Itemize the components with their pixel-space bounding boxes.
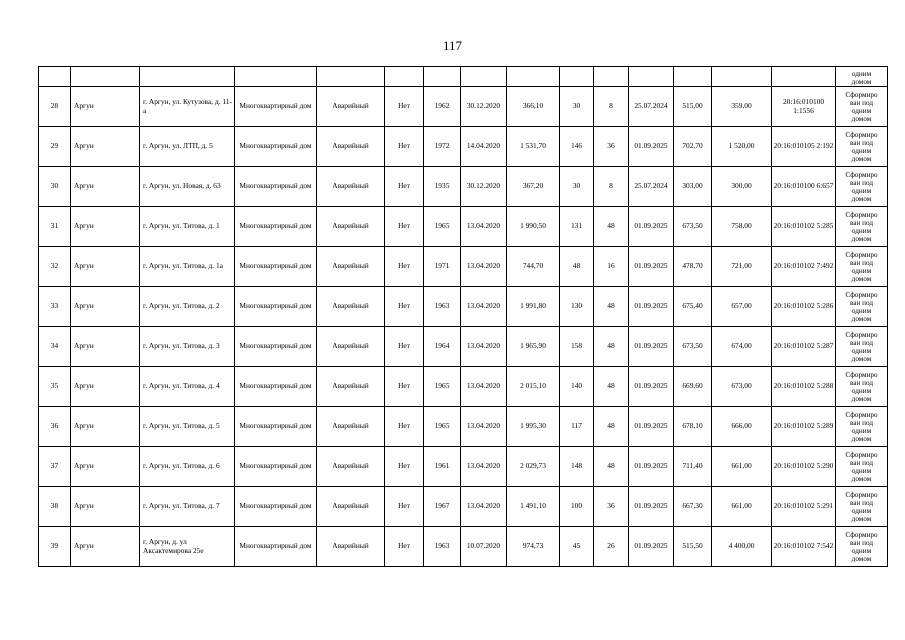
- status-line: ван под: [849, 538, 874, 547]
- resettlement-date-cell: 01.09.2025: [629, 207, 674, 247]
- table-row: [39, 287, 888, 327]
- status-line: домом: [851, 154, 872, 163]
- status-line: одним: [851, 226, 872, 235]
- residents-cell: 117: [560, 407, 594, 447]
- living-area-cell: 669,60: [674, 367, 712, 407]
- status-cell: [836, 367, 888, 407]
- total-area-cell: 1 990,50: [507, 207, 560, 247]
- resettled-area-cell: 300,00: [712, 167, 772, 207]
- condition-cell: Аварийный: [317, 367, 385, 407]
- address-cell: г. Аргун, ул. Титова, д. 4: [140, 367, 235, 407]
- status-line: одним: [851, 146, 872, 155]
- status-line: домом: [851, 314, 872, 323]
- resettled-area-cell: 673,00: [712, 367, 772, 407]
- house-type-cell: Многоквартирный дом: [235, 287, 317, 327]
- table-row: [39, 447, 888, 487]
- status-line: Сформиро: [845, 250, 878, 259]
- year-built-cell: 1961: [424, 447, 461, 487]
- status-line: ван под: [849, 338, 874, 347]
- house-type-cell: Многоквартирный дом: [235, 407, 317, 447]
- status-line: ван под: [849, 418, 874, 427]
- municipality-cell: Аргун: [71, 247, 140, 287]
- table-row: [39, 527, 888, 567]
- address-cell: г. Аргун, ул. Кутузова, д. 11-а: [140, 87, 235, 127]
- status-line: Сформиро: [845, 530, 878, 539]
- flag-cell: Нет: [385, 247, 424, 287]
- status-cell: [836, 127, 888, 167]
- year-built-cell: 1971: [424, 247, 461, 287]
- condition-cell: Аварийный: [317, 287, 385, 327]
- address-cell: г. Аргун, ул. Титова, д. 6: [140, 447, 235, 487]
- status-line: домом: [851, 274, 872, 283]
- resettled-area-cell: 661,00: [712, 487, 772, 527]
- year-built-cell: 1962: [424, 87, 461, 127]
- cadastral-number-cell: 20:16:010100 1:1556: [772, 87, 836, 127]
- row-number-cell: 35: [39, 367, 71, 407]
- status-line: домом: [851, 434, 872, 443]
- condition-cell: Аварийный: [317, 247, 385, 287]
- table-row: [39, 487, 888, 527]
- municipality-cell: Аргун: [71, 407, 140, 447]
- residents-cell: 48: [560, 247, 594, 287]
- apartments-cell: 48: [594, 287, 629, 327]
- municipality-cell: Аргун: [71, 527, 140, 567]
- resettlement-date-cell: 01.09.2025: [629, 407, 674, 447]
- recognition-date-cell: 13.04.2020: [461, 407, 507, 447]
- resettled-area-cell: 758,00: [712, 207, 772, 247]
- status-line: домом: [851, 554, 872, 563]
- status-line: одним: [851, 266, 872, 275]
- house-type-cell: Многоквартирный дом: [235, 127, 317, 167]
- recognition-date-cell: 13.04.2020: [461, 247, 507, 287]
- address-cell: г. Аргун, ул. Титова, д. 1: [140, 207, 235, 247]
- table-row: [39, 407, 888, 447]
- status-line: Сформиро: [845, 330, 878, 339]
- living-area-cell: 711,40: [674, 447, 712, 487]
- cadastral-number-cell: 20:16:010102 5:285: [772, 207, 836, 247]
- resettled-area-cell: 4 400,00: [712, 527, 772, 567]
- resettled-area-cell: 661,00: [712, 447, 772, 487]
- condition-cell: Аварийный: [317, 127, 385, 167]
- address-cell: г. Аргун, ул. Новая, д. 63: [140, 167, 235, 207]
- status-line: одним: [851, 306, 872, 315]
- house-type-cell: Многоквартирный дом: [235, 487, 317, 527]
- table-row: [39, 207, 888, 247]
- status-tail-line-1: одним: [851, 70, 872, 78]
- address-cell: г. Аргун, ул. Титова, д. 5: [140, 407, 235, 447]
- status-line: одним: [851, 186, 872, 195]
- resettlement-date-cell: 01.09.2025: [629, 327, 674, 367]
- total-area-cell: 744,70: [507, 247, 560, 287]
- recognition-date-cell: 13.04.2020: [461, 447, 507, 487]
- table-row: [39, 167, 888, 207]
- living-area-cell: 478,70: [674, 247, 712, 287]
- apartments-cell: 8: [594, 167, 629, 207]
- year-built-cell: 1935: [424, 167, 461, 207]
- total-area-cell: 2 029,73: [507, 447, 560, 487]
- recognition-date-cell: 13.04.2020: [461, 287, 507, 327]
- status-line: ван под: [849, 458, 874, 467]
- status-line: ван под: [849, 138, 874, 147]
- status-line: домом: [851, 234, 872, 243]
- status-line: ван под: [849, 258, 874, 267]
- status-line: одним: [851, 506, 872, 515]
- resettlement-date-cell: 25.07.2024: [629, 87, 674, 127]
- address-cell: г. Аргун, ул. ЛТП, д. 5: [140, 127, 235, 167]
- status-cell: [836, 407, 888, 447]
- apartments-cell: 16: [594, 247, 629, 287]
- row-number-cell: 31: [39, 207, 71, 247]
- status-line: домом: [851, 514, 872, 523]
- municipality-cell: Аргун: [71, 167, 140, 207]
- house-type-cell: Многоквартирный дом: [235, 247, 317, 287]
- resettled-area-cell: 674,00: [712, 327, 772, 367]
- total-area-cell: 1 991,80: [507, 287, 560, 327]
- year-built-cell: 1963: [424, 287, 461, 327]
- status-cell: [836, 447, 888, 487]
- house-type-cell: Многоквартирный дом: [235, 207, 317, 247]
- apartments-cell: 48: [594, 407, 629, 447]
- cadastral-number-cell: 20:16:010102 5:288: [772, 367, 836, 407]
- cadastral-number-cell: 20:16:010102 7:492: [772, 247, 836, 287]
- resettlement-date-cell: 01.09.2025: [629, 247, 674, 287]
- address-cell: г. Аргун, д. ул Аксактемирова 25е: [140, 527, 235, 567]
- status-line: ван под: [849, 498, 874, 507]
- flag-cell: Нет: [385, 367, 424, 407]
- continued-row: [39, 67, 888, 87]
- residents-cell: 148: [560, 447, 594, 487]
- living-area-cell: 673,50: [674, 207, 712, 247]
- cadastral-number-cell: 20:16:010100 6:657: [772, 167, 836, 207]
- status-line: домом: [851, 474, 872, 483]
- cadastral-number-cell: 20:16:010102 5:290: [772, 447, 836, 487]
- status-line: Сформиро: [845, 490, 878, 499]
- housing-registry-table: [38, 66, 888, 567]
- status-line: одним: [851, 426, 872, 435]
- house-type-cell: Многоквартирный дом: [235, 367, 317, 407]
- status-line: Сформиро: [845, 290, 878, 299]
- row-number-cell: 38: [39, 487, 71, 527]
- status-line: Сформиро: [845, 130, 878, 139]
- resettled-area-cell: 657,00: [712, 287, 772, 327]
- row-number-cell: 34: [39, 327, 71, 367]
- status-line: ван под: [849, 98, 874, 107]
- resettlement-date-cell: 01.09.2025: [629, 367, 674, 407]
- living-area-cell: 673,50: [674, 327, 712, 367]
- status-line: домом: [851, 114, 872, 123]
- residents-cell: 140: [560, 367, 594, 407]
- table-row: [39, 127, 888, 167]
- condition-cell: Аварийный: [317, 407, 385, 447]
- municipality-cell: Аргун: [71, 287, 140, 327]
- residents-cell: 45: [560, 527, 594, 567]
- row-number-cell: 33: [39, 287, 71, 327]
- living-area-cell: 515,50: [674, 527, 712, 567]
- flag-cell: Нет: [385, 87, 424, 127]
- apartments-cell: 36: [594, 487, 629, 527]
- status-line: Сформиро: [845, 450, 878, 459]
- municipality-cell: Аргун: [71, 487, 140, 527]
- status-line: Сформиро: [845, 170, 878, 179]
- residents-cell: 131: [560, 207, 594, 247]
- total-area-cell: 974,73: [507, 527, 560, 567]
- total-area-cell: 1 531,70: [507, 127, 560, 167]
- status-line: домом: [851, 354, 872, 363]
- resettled-area-cell: 359,00: [712, 87, 772, 127]
- flag-cell: Нет: [385, 327, 424, 367]
- status-line: одним: [851, 346, 872, 355]
- living-area-cell: 702,70: [674, 127, 712, 167]
- residents-cell: 130: [560, 287, 594, 327]
- residents-cell: 158: [560, 327, 594, 367]
- address-cell: г. Аргун, ул. Титова, д. 2: [140, 287, 235, 327]
- row-number-cell: 39: [39, 527, 71, 567]
- resettled-area-cell: 666,00: [712, 407, 772, 447]
- year-built-cell: 1965: [424, 207, 461, 247]
- table-row: [39, 87, 888, 127]
- recognition-date-cell: 10.07.2020: [461, 527, 507, 567]
- table-row: [39, 247, 888, 287]
- table-row: [39, 367, 888, 407]
- house-type-cell: Многоквартирный дом: [235, 327, 317, 367]
- row-number-cell: 28: [39, 87, 71, 127]
- municipality-cell: Аргун: [71, 87, 140, 127]
- cadastral-number-cell: 20:16:010105 2:192: [772, 127, 836, 167]
- row-number-cell: 30: [39, 167, 71, 207]
- row-number-cell: 29: [39, 127, 71, 167]
- year-built-cell: 1972: [424, 127, 461, 167]
- apartments-cell: 8: [594, 87, 629, 127]
- address-cell: г. Аргун, ул. Титова, д. 1а: [140, 247, 235, 287]
- status-line: Сформиро: [845, 210, 878, 219]
- total-area-cell: 2 015,10: [507, 367, 560, 407]
- flag-cell: Нет: [385, 127, 424, 167]
- condition-cell: Аварийный: [317, 487, 385, 527]
- recognition-date-cell: 30.12.2020: [461, 87, 507, 127]
- status-cell: [836, 327, 888, 367]
- status-line: Сформиро: [845, 410, 878, 419]
- apartments-cell: 26: [594, 527, 629, 567]
- total-area-cell: 367,20: [507, 167, 560, 207]
- status-cell: [836, 207, 888, 247]
- flag-cell: Нет: [385, 527, 424, 567]
- municipality-cell: Аргун: [71, 367, 140, 407]
- living-area-cell: 515,00: [674, 87, 712, 127]
- condition-cell: Аварийный: [317, 167, 385, 207]
- apartments-cell: 36: [594, 127, 629, 167]
- resettled-area-cell: 721,00: [712, 247, 772, 287]
- resettled-area-cell: 1 520,00: [712, 127, 772, 167]
- flag-cell: Нет: [385, 207, 424, 247]
- cadastral-number-cell: 20:16:010102 5:286: [772, 287, 836, 327]
- living-area-cell: 303,00: [674, 167, 712, 207]
- apartments-cell: 48: [594, 207, 629, 247]
- residents-cell: 30: [560, 87, 594, 127]
- municipality-cell: Аргун: [71, 127, 140, 167]
- status-line: одним: [851, 466, 872, 475]
- resettlement-date-cell: 01.09.2025: [629, 287, 674, 327]
- row-number-cell: 37: [39, 447, 71, 487]
- municipality-cell: Аргун: [71, 327, 140, 367]
- resettlement-date-cell: 25.07.2024: [629, 167, 674, 207]
- status-line: домом: [851, 194, 872, 203]
- address-cell: г. Аргун, ул. Титова, д. 3: [140, 327, 235, 367]
- address-cell: г. Аргун, ул. Титова, д. 7: [140, 487, 235, 527]
- apartments-cell: 48: [594, 327, 629, 367]
- year-built-cell: 1965: [424, 367, 461, 407]
- status-line: ван под: [849, 178, 874, 187]
- flag-cell: Нет: [385, 287, 424, 327]
- table-body: [39, 67, 888, 567]
- flag-cell: Нет: [385, 487, 424, 527]
- recognition-date-cell: 30.12.2020: [461, 167, 507, 207]
- status-cell-continued: [836, 67, 888, 87]
- house-type-cell: Многоквартирный дом: [235, 87, 317, 127]
- status-cell: [836, 527, 888, 567]
- resettlement-date-cell: 01.09.2025: [629, 447, 674, 487]
- cadastral-number-cell: 20:16:010102 5:289: [772, 407, 836, 447]
- flag-cell: Нет: [385, 447, 424, 487]
- status-line: одним: [851, 546, 872, 555]
- status-line: Сформиро: [845, 90, 878, 99]
- status-line: ван под: [849, 378, 874, 387]
- living-area-cell: 675,40: [674, 287, 712, 327]
- living-area-cell: 667,30: [674, 487, 712, 527]
- recognition-date-cell: 13.04.2020: [461, 327, 507, 367]
- house-type-cell: Многоквартирный дом: [235, 167, 317, 207]
- residents-cell: 146: [560, 127, 594, 167]
- house-type-cell: Многоквартирный дом: [235, 447, 317, 487]
- living-area-cell: 678,10: [674, 407, 712, 447]
- status-line: одним: [851, 386, 872, 395]
- apartments-cell: 48: [594, 367, 629, 407]
- total-area-cell: 366,10: [507, 87, 560, 127]
- status-line: домом: [851, 394, 872, 403]
- recognition-date-cell: 13.04.2020: [461, 207, 507, 247]
- house-type-cell: Многоквартирный дом: [235, 527, 317, 567]
- condition-cell: Аварийный: [317, 447, 385, 487]
- status-line: одним: [851, 106, 872, 115]
- apartments-cell: 48: [594, 447, 629, 487]
- status-line: Сформиро: [845, 370, 878, 379]
- flag-cell: Нет: [385, 407, 424, 447]
- status-cell: [836, 167, 888, 207]
- total-area-cell: 1 995,30: [507, 407, 560, 447]
- condition-cell: Аварийный: [317, 527, 385, 567]
- year-built-cell: 1967: [424, 487, 461, 527]
- resettlement-date-cell: 01.09.2025: [629, 487, 674, 527]
- cadastral-number-cell: 20:16:010102 5:291: [772, 487, 836, 527]
- recognition-date-cell: 13.04.2020: [461, 367, 507, 407]
- condition-cell: Аварийный: [317, 327, 385, 367]
- condition-cell: Аварийный: [317, 87, 385, 127]
- residents-cell: 30: [560, 167, 594, 207]
- status-cell: [836, 87, 888, 127]
- row-number-cell: 32: [39, 247, 71, 287]
- recognition-date-cell: 14.04.2020: [461, 127, 507, 167]
- condition-cell: Аварийный: [317, 207, 385, 247]
- row-number-cell: 36: [39, 407, 71, 447]
- year-built-cell: 1963: [424, 527, 461, 567]
- municipality-cell: Аргун: [71, 207, 140, 247]
- status-cell: [836, 487, 888, 527]
- status-cell: [836, 247, 888, 287]
- cadastral-number-cell: 20:16:010102 5:287: [772, 327, 836, 367]
- total-area-cell: 1 965,90: [507, 327, 560, 367]
- status-tail-line-2: домом: [851, 78, 872, 86]
- cadastral-number-cell: 20:16:010102 7:542: [772, 527, 836, 567]
- flag-cell: Нет: [385, 167, 424, 207]
- residents-cell: 100: [560, 487, 594, 527]
- table-row: [39, 327, 888, 367]
- recognition-date-cell: 13.04.2020: [461, 487, 507, 527]
- year-built-cell: 1964: [424, 327, 461, 367]
- status-line: ван под: [849, 298, 874, 307]
- page-number: 117: [442, 38, 463, 53]
- resettlement-date-cell: 01.09.2025: [629, 527, 674, 567]
- status-line: ван под: [849, 218, 874, 227]
- resettlement-date-cell: 01.09.2025: [629, 127, 674, 167]
- status-cell: [836, 287, 888, 327]
- municipality-cell: Аргун: [71, 447, 140, 487]
- year-built-cell: 1965: [424, 407, 461, 447]
- total-area-cell: 1 491,10: [507, 487, 560, 527]
